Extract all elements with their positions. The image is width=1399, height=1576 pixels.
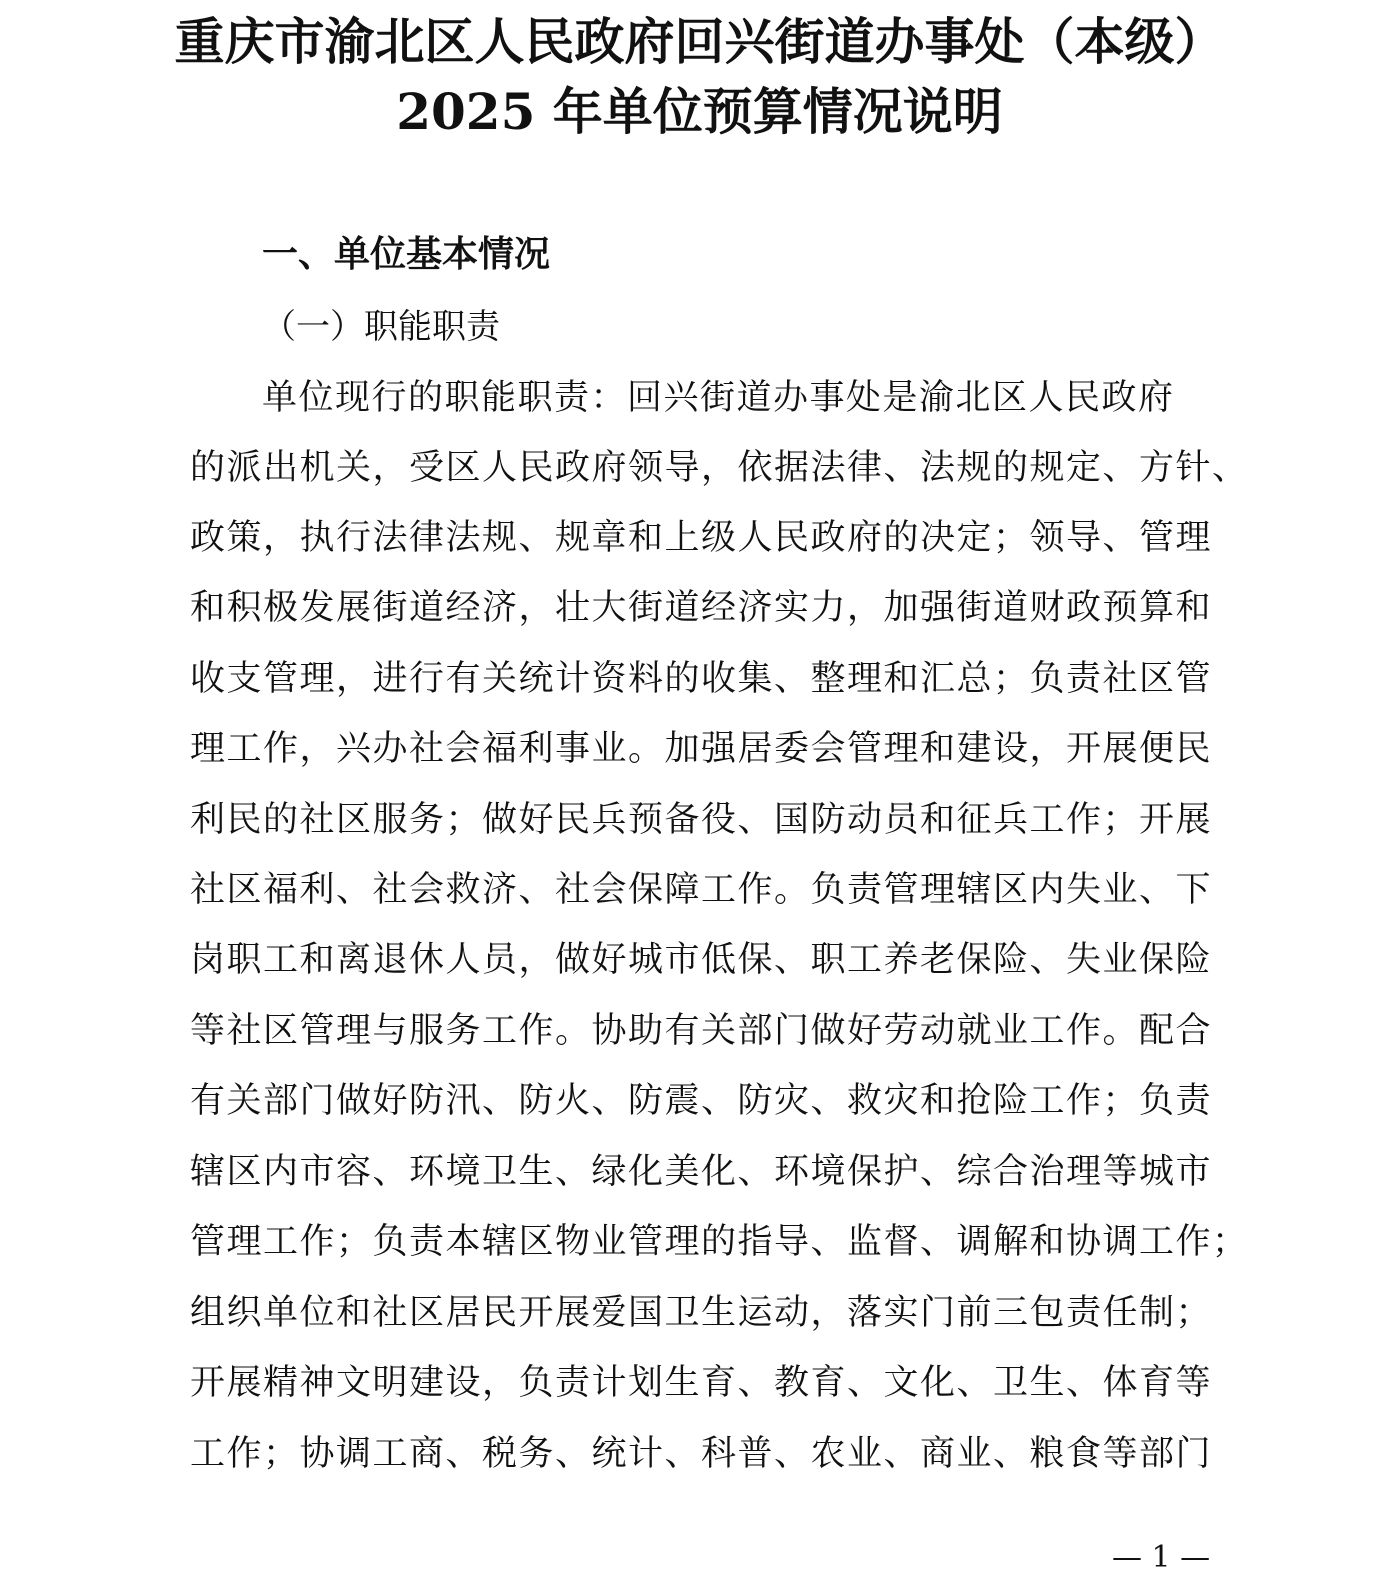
document-title-line-2: 2025 年单位预算情况说明 [396, 82, 1003, 141]
body-line: 开展精神文明建设，负责计划生育、教育、文化、卫生、体育等 [190, 1363, 1213, 1403]
body-line: 利民的社区服务；做好民兵预备役、国防动员和征兵工作；开展 [190, 800, 1213, 840]
body-line: 辖区内市容、环境卫生、绿化美化、环境保护、综合治理等城市 [190, 1152, 1213, 1192]
body-line: 管理工作；负责本辖区物业管理的指导、监督、调解和协调工作； [190, 1222, 1249, 1262]
body-line: 和积极发展街道经济，壮大街道经济实力，加强街道财政预算和 [190, 588, 1213, 628]
section-heading: 一、单位基本情况 [262, 234, 551, 275]
body-line: 组织单位和社区居民开展爱国卫生运动，落实门前三包责任制； [190, 1293, 1213, 1333]
document-title-line-1: 重庆市渝北区人民政府回兴街道办事处（本级） [174, 12, 1225, 71]
body-line: 有关部门做好防汛、防火、防震、防灾、救灾和抢险工作；负责 [190, 1081, 1213, 1121]
body-line: 岗职工和离退休人员，做好城市低保、职工养老保险、失业保险 [190, 940, 1213, 980]
body-line: 社区福利、社会救济、社会保障工作。负责管理辖区内失业、下 [190, 870, 1213, 910]
subsection-heading: （一）职能职责 [262, 307, 500, 347]
body-line: 工作；协调工商、税务、统计、科普、农业、商业、粮食等部门 [190, 1434, 1213, 1474]
body-line: 收支管理，进行有关统计资料的收集、整理和汇总；负责社区管 [190, 659, 1213, 699]
page-number: — 1 — [1112, 1540, 1211, 1575]
body-line: 政策，执行法律法规、规章和上级人民政府的决定；领导、管理 [190, 518, 1213, 558]
body-line: 理工作，兴办社会福利事业。加强居委会管理和建设，开展便民 [190, 729, 1213, 769]
body-line: 等社区管理与服务工作。协助有关部门做好劳动就业工作。配合 [190, 1011, 1213, 1051]
body-line: 单位现行的职能职责：回兴街道办事处是渝北区人民政府 [262, 378, 1175, 418]
body-line: 的派出机关，受区人民政府领导，依据法律、法规的规定、方针、 [190, 448, 1249, 488]
